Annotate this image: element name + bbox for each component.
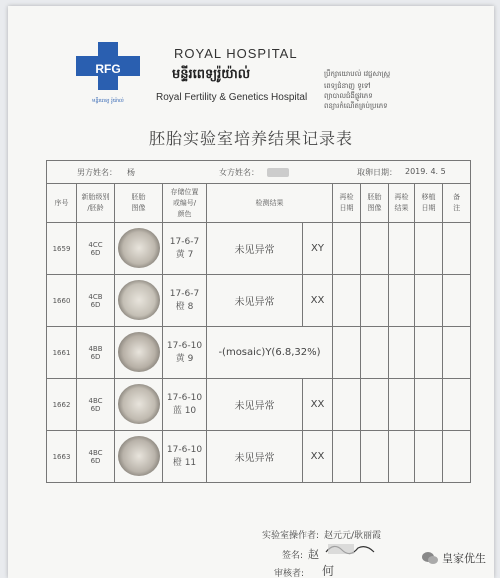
row-grade: 4BC 6D bbox=[77, 379, 115, 431]
operator-value: 赵元元/耿丽霞 bbox=[324, 531, 382, 541]
col-header-storage: 存储位置 或编号/ 颜色 bbox=[163, 184, 207, 223]
col-header-rethaw-result: 再检 结果 bbox=[389, 184, 415, 223]
col-header-image: 胚胎 图像 bbox=[115, 184, 163, 223]
row-result: 未见异常 bbox=[207, 223, 303, 275]
redacted-female bbox=[267, 168, 289, 177]
row-rethaw-date bbox=[333, 431, 361, 483]
patient-info-line bbox=[47, 161, 470, 183]
row-sex: XX bbox=[303, 275, 333, 327]
row-embryo-image bbox=[115, 379, 163, 431]
row-rethaw-date bbox=[333, 327, 361, 379]
document-page bbox=[8, 6, 494, 578]
row-embryo-image bbox=[115, 223, 163, 275]
watermark-text: 皇家优生 bbox=[442, 552, 486, 565]
col-header-result: 检测结果 bbox=[207, 184, 333, 223]
row-embryo-image bbox=[115, 327, 163, 379]
side-khmer-3: ព្យាបាលជំងឺផ្លូវភេទ bbox=[324, 92, 373, 100]
reviewer-label: 审核者: bbox=[274, 569, 305, 578]
side-khmer-4: ពន្យារកំណើតគ្រប់ប្រភេទ bbox=[324, 102, 388, 110]
row-result: 未见异常 bbox=[207, 431, 303, 483]
row-remark bbox=[443, 379, 471, 431]
table-row bbox=[47, 275, 471, 327]
embryo-photo bbox=[118, 228, 160, 268]
row-transfer-date bbox=[415, 223, 443, 275]
row-emb-image-2 bbox=[361, 223, 389, 275]
embryo-photo bbox=[118, 436, 160, 476]
row-seq: 1659 bbox=[47, 223, 77, 275]
row-rethaw-result bbox=[389, 379, 415, 431]
row-grade: 4CB 6D bbox=[77, 275, 115, 327]
result-table bbox=[46, 160, 471, 483]
row-transfer-date bbox=[415, 379, 443, 431]
hospital-logo bbox=[70, 42, 146, 108]
row-result: 未见异常 bbox=[207, 275, 303, 327]
row-rethaw-result bbox=[389, 275, 415, 327]
row-storage: 17-6-10 橙 11 bbox=[163, 431, 207, 483]
row-storage: 17-6-10 黄 9 bbox=[163, 327, 207, 379]
row-emb-image-2 bbox=[361, 431, 389, 483]
col-header-emb-image: 胚胎 图像 bbox=[361, 184, 389, 223]
row-rethaw-result bbox=[389, 223, 415, 275]
row-storage: 17-6-7 黄 7 bbox=[163, 223, 207, 275]
col-header-remark: 备 注 bbox=[443, 184, 471, 223]
row-remark bbox=[443, 275, 471, 327]
row-embryo-image bbox=[115, 431, 163, 483]
row-storage: 17-6-7 橙 8 bbox=[163, 275, 207, 327]
row-seq: 1663 bbox=[47, 431, 77, 483]
hospital-subtitle: Royal Fertility & Genetics Hospital bbox=[156, 92, 308, 103]
row-grade: 4BC 6D bbox=[77, 431, 115, 483]
row-remark bbox=[443, 223, 471, 275]
embryo-photo bbox=[118, 384, 160, 424]
col-header-grade: 新胎级别 /胚龄 bbox=[77, 184, 115, 223]
hospital-name-km: មន្ទីរពេទ្យរ៉ូយ៉ាល់ bbox=[172, 67, 251, 82]
row-sex: XX bbox=[303, 379, 333, 431]
row-emb-image-2 bbox=[361, 327, 389, 379]
retrieval-date-value: 2019. 4. 5 bbox=[405, 167, 446, 176]
row-sex: XY bbox=[303, 223, 333, 275]
operator-label: 实验室操作者: bbox=[262, 531, 320, 541]
hospital-name-en: ROYAL HOSPITAL bbox=[174, 46, 298, 61]
wechat-icon bbox=[422, 551, 438, 565]
row-seq: 1662 bbox=[47, 379, 77, 431]
row-rethaw-result bbox=[389, 431, 415, 483]
table-row bbox=[47, 431, 471, 483]
row-grade: 4BB 6D bbox=[77, 327, 115, 379]
row-transfer-date bbox=[415, 275, 443, 327]
row-sex: XX bbox=[303, 431, 333, 483]
row-rethaw-date bbox=[333, 379, 361, 431]
male-name-value: 杨 bbox=[127, 168, 135, 177]
col-header-seq: 序号 bbox=[47, 184, 77, 223]
row-seq: 1660 bbox=[47, 275, 77, 327]
handwritten-signature bbox=[324, 540, 384, 558]
sign-label: 签名: bbox=[282, 551, 304, 561]
row-grade: 4CC 6D bbox=[77, 223, 115, 275]
logo-subtext: មន្ទីរពេទ្យ រ៉ូយ៉ាល់ bbox=[92, 98, 124, 104]
male-name-label: 男方姓名： bbox=[77, 168, 117, 177]
row-embryo-image bbox=[115, 275, 163, 327]
row-remark bbox=[443, 327, 471, 379]
row-storage: 17-6-10 蓝 10 bbox=[163, 379, 207, 431]
watermark bbox=[422, 550, 486, 566]
row-rethaw-date bbox=[333, 275, 361, 327]
row-remark bbox=[443, 431, 471, 483]
side-khmer-1: ប្រឹក្សាយោបល់ វេជ្ជសាស្ត្រ bbox=[324, 70, 391, 78]
female-name-label: 女方姓名： bbox=[219, 168, 259, 177]
row-transfer-date bbox=[415, 431, 443, 483]
page-title: 胚胎实验室培养结果记录表 bbox=[148, 129, 353, 148]
table-row bbox=[47, 327, 471, 379]
table-row bbox=[47, 379, 471, 431]
row-rethaw-result bbox=[389, 327, 415, 379]
sign-value: 赵 bbox=[308, 548, 319, 561]
table-row bbox=[47, 223, 471, 275]
row-result: -(mosaic)Y(6.8,32%) bbox=[207, 327, 333, 379]
row-emb-image-2 bbox=[361, 379, 389, 431]
side-khmer-2: ពេទ្យជំនាញ ទូទៅ bbox=[324, 82, 371, 90]
reviewer-value: 何 bbox=[322, 564, 335, 578]
retrieval-date-label: 取卵日期： bbox=[357, 168, 397, 177]
col-header-transfer-date: 移植 日期 bbox=[415, 184, 443, 223]
embryo-photo bbox=[118, 332, 160, 372]
row-emb-image-2 bbox=[361, 275, 389, 327]
logo-text: RFG bbox=[95, 62, 121, 76]
row-seq: 1661 bbox=[47, 327, 77, 379]
col-header-rethaw-date: 再检 日期 bbox=[333, 184, 361, 223]
row-rethaw-date bbox=[333, 223, 361, 275]
embryo-photo bbox=[118, 280, 160, 320]
row-result: 未见异常 bbox=[207, 379, 303, 431]
row-transfer-date bbox=[415, 327, 443, 379]
